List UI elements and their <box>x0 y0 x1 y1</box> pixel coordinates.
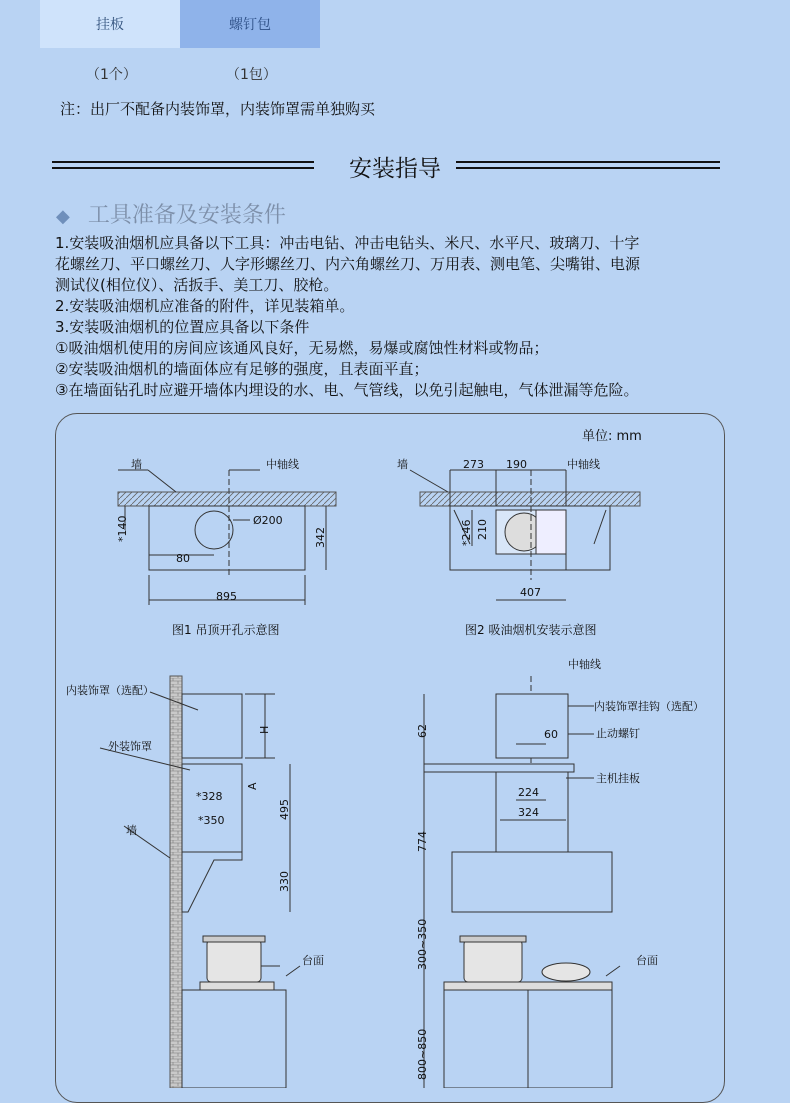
side-dim-330: 330 <box>278 871 291 892</box>
side-inner-cover-label: 内装饰罩（选配） <box>66 684 154 697</box>
fig2-dim-407: 407 <box>520 586 541 599</box>
instruction-line-5: 3.安装吸油烟机的位置应具备以下条件 <box>55 318 310 336</box>
fig1-axis-label: 中轴线 <box>266 458 299 471</box>
accessory-qty-screws: （1包） <box>226 67 277 83</box>
instruction-line-3: 测试仪(相位仪）、活扳手、美工刀、胶枪。 <box>55 276 339 294</box>
fig1-wall-label: 墙 <box>131 458 142 471</box>
accessory-screw-pack: 螺钉包 <box>180 0 320 48</box>
front-counter-label: 台面 <box>636 954 658 967</box>
fig1-dim-80: 80 <box>176 552 190 565</box>
fig2-axis-label: 中轴线 <box>567 458 600 471</box>
side-dim-A: A <box>246 782 259 790</box>
front-dim-324: 324 <box>518 806 539 819</box>
instruction-line-2: 花螺丝刀、平口螺丝刀、人字形螺丝刀、内六角螺丝刀、万用表、测电笔、尖嘴钳、电源 <box>55 255 641 273</box>
instruction-line-1: 1.安装吸油烟机应具备以下工具：冲击电钻、冲击电钻头、米尺、水平尺、玻璃刀、十字 <box>55 234 640 252</box>
side-wall-label: 墙 <box>126 824 137 837</box>
accessory-hanging-plate: 挂板 <box>40 0 180 48</box>
accessory-qty-plate: （1个） <box>86 67 137 83</box>
side-dim-328: *328 <box>196 790 223 803</box>
diamond-icon: ◆ <box>56 206 70 227</box>
side-dim-350: *350 <box>198 814 225 827</box>
side-dim-H: H <box>258 725 271 734</box>
front-axis-label: 中轴线 <box>568 658 601 671</box>
instruction-line-6: ①吸油烟机使用的房间应该通风良好，无易燃，易爆或腐蚀性材料或物品； <box>55 339 549 357</box>
side-dim-495: 495 <box>278 799 291 820</box>
side-counter-label: 台面 <box>302 954 324 967</box>
instruction-line-8: ③在墙面钻孔时应避开墙体内埋设的水、电、气管线，以免引起触电，气体泄漏等危险。 <box>55 381 639 399</box>
subheading: ◆ 工具准备及安装条件 <box>56 203 286 228</box>
fig2-dim-273: 273 <box>463 458 484 471</box>
side-outer-cover-label: 外装饰罩 <box>108 740 152 753</box>
instruction-line-4: 2.安装吸油烟机应准备的附件，详见装箱单。 <box>55 297 355 315</box>
fig1-dim-diameter: Ø200 <box>253 514 283 527</box>
front-dim-224: 224 <box>518 786 539 799</box>
fig1-dim-140: *140 <box>116 515 129 542</box>
front-plate-label: 主机挂板 <box>596 772 640 785</box>
fig2-dim-190: 190 <box>506 458 527 471</box>
front-dim-300: 300~350 <box>416 918 429 970</box>
side-view-drawing <box>100 676 300 1088</box>
fig2-hood-top-view <box>410 470 640 600</box>
fig2-dim-210: 210 <box>476 519 489 540</box>
fig1-caption: 图1 吊顶开孔示意图 <box>172 623 280 637</box>
front-hook-label: 内装饰罩挂钩（选配） <box>594 700 704 713</box>
instruction-line-7: ②安装吸油烟机的墙面体应有足够的强度，且表面平直； <box>55 360 429 378</box>
front-dim-60: 60 <box>544 728 558 741</box>
fig1-dim-342: 342 <box>314 527 327 548</box>
front-dim-774: 774 <box>416 831 429 852</box>
fig2-dim-246: *246 <box>460 519 473 546</box>
front-dim-800: 800~850 <box>416 1028 429 1080</box>
fig1-ceiling-hole <box>118 470 336 605</box>
unit-label: 单位: mm <box>582 429 642 444</box>
accessory-note: 注：出厂不配备内装饰罩，内装饰罩需单独购买 <box>60 100 376 118</box>
section-title: 安装指导 <box>0 150 790 183</box>
front-dim-62: 62 <box>416 724 429 738</box>
front-view-drawing <box>424 676 620 1088</box>
fig2-wall-label: 墙 <box>397 458 408 471</box>
fig1-dim-895: 895 <box>216 590 237 603</box>
fig2-caption: 图2 吸油烟机安装示意图 <box>465 623 597 637</box>
front-stop-screw-label: 止动螺钉 <box>596 727 640 740</box>
